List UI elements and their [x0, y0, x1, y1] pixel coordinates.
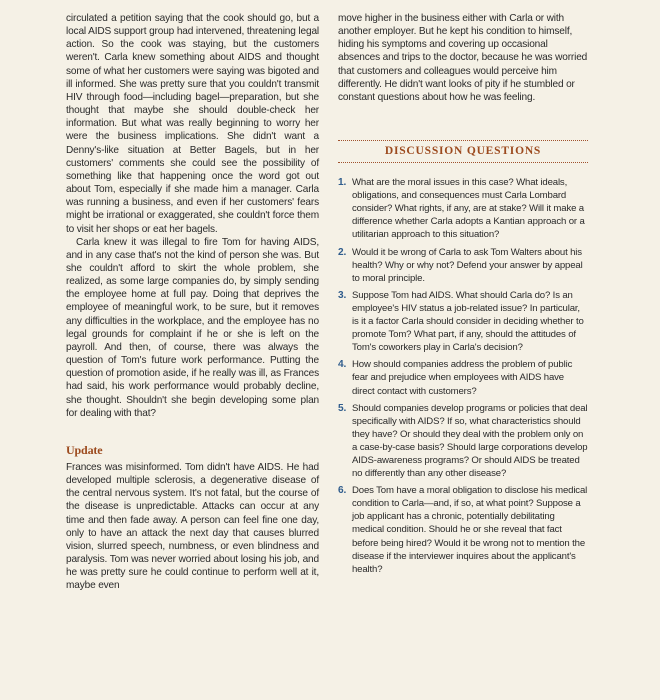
question-number: 2.: [338, 246, 347, 258]
question-text: How should companies address the problem of public fear and prejudice when employees with AIDS have direct contact with customers?: [352, 359, 573, 397]
question-item: [338, 176, 588, 241]
question-item: [338, 402, 588, 481]
question-text: What are the moral issues in this case? What ideals, obligations, and consequences must Carla Lombard consider? What rights, if any, are at stake? Will it make a difference whether Carla adopts a Kantian approach or a utilitarian approach to this situation?: [352, 177, 585, 241]
question-text: Should companies develop programs or policies that deal specifically with AIDS? If so, what characteristics should they have? Or should they deal with the problem only on a case-by-case basis? Should large corporations develop AIDS-awareness programs? Or should AIDS be treated no differently than any other disease?: [352, 402, 588, 480]
question-number: 6.: [338, 485, 347, 497]
question-number: 5.: [338, 402, 347, 414]
paragraph: Carla knew it was illegal to fire Tom for having AIDS, and in any case that's not the kind of person she was. But she couldn't afford to skirt the whole problem, she realized, as some large companies do, by simply sending the employee home at full pay. Doing that deprives the employee of meaningful work, to be sure, but it removes any difficulties in the workplace, and the employee has no legal grounds for complaint if he or she is left on the payroll. And then, of course, there was always the question of Tom's future work performance. Putting the question of promotion aside, if he really was ill, as Frances had said, his work performance would probably decline, she thought. Shouldn't she begin developing some plan for dealing with that?: [66, 236, 319, 419]
question-item: [338, 246, 588, 285]
dotted-rule-top: [338, 140, 588, 141]
question-item: [338, 484, 588, 576]
question-number: 4.: [338, 359, 347, 371]
right-column: [338, 12, 588, 580]
question-text: Does Tom have a moral obligation to disclose his medical condition to Carla—and, if so, at what point? Suppose a job applicant has a chronic, potentially debilitating medical condition. Should he or she reveal that fact before being hired? Would it be wrong not to mention the disease if the interviewer inquires about the applicant's health?: [352, 485, 588, 575]
question-text: Suppose Tom had AIDS. What should Carla do? Is an employee's HIV status a job-related issue? In particular, is it a factor Carla should consider in deciding whether to promote Tom? What part, if any, should the attitudes of Tom's coworkers play in Carla's decision?: [352, 289, 584, 354]
question-text: Would it be wrong of Carla to ask Tom Walters about his health? Why or why not? Defend your answer by appeal to moral principle.: [352, 246, 583, 284]
question-list: [338, 176, 588, 576]
question-number: 3.: [338, 289, 347, 301]
section-title: DISCUSSION QUESTIONS: [384, 145, 542, 158]
discussion-questions-header: [338, 140, 588, 168]
continued-paragraph: move higher in the business either with Carla or with another employer. But he kept his condition to himself, hiding his symptoms and covering up occasional absences and trips to the doctor, because he was worried that customers and colleagues would perceive him differently. He didn't want looks of pity if he stumbled or constant questions about how he was feeling.: [338, 13, 588, 103]
left-column: [66, 12, 319, 593]
update-paragraph: Frances was misinformed. Tom didn't have AIDS. He had developed multiple sclerosis, a degenerative disease of the central nervous system. It's not fatal, but the course of the disease is unpredictable. Attacks can occur at any time and then fade away. A person can feel fine one day, only to have an attack the next day that causes blurred vision, slurred speech, numbness, or even blindness and paralysis. Tom was never worried about losing his job, and he was pretty sure he could continue to perform well at it, maybe even: [66, 462, 319, 592]
question-number: 1.: [338, 177, 347, 189]
paragraph: circulated a petition saying that the cook should go, but a local AIDS support group had intervened, threatening legal action. So the cook was staying, but the customers weren't. Carla knew something about AIDS and thought some of what her customers were saying was bigoted and ill informed. She was pretty sure that you couldn't transmit HIV through food—including bagel—preparation, but she thought that maybe she should double-check her information. But what was really beginning to worry her were the business implications. She didn't want a Denny's-like situation at Better Bagels, but in her customers' comments she could see the possibility of something like that happening once the word got out about Tom, especially if she made him a manager. Carla was running a business, and even if her customers' fears might be irrational or exaggerated, she couldn't force them to visit her shops or eat her bagels.: [66, 13, 319, 235]
update-heading: Update: [66, 442, 103, 457]
dotted-rule-bottom: [338, 162, 588, 163]
question-item: [338, 289, 588, 354]
question-item: [338, 358, 588, 397]
